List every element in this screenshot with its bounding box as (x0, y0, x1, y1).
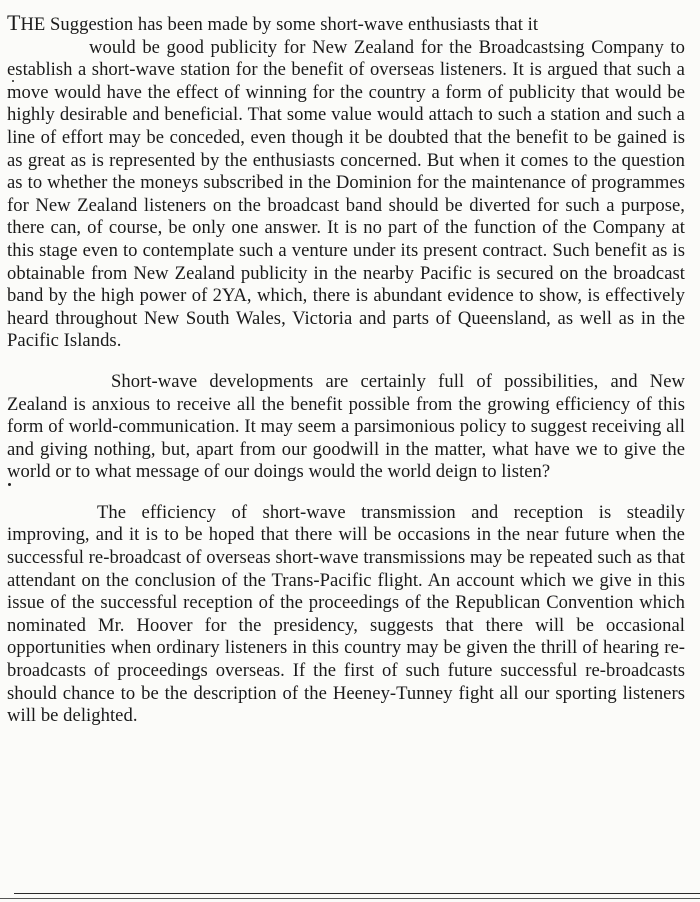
paragraph-2: Short-wave developments are certainly full of possibilities, and New Zealand is anxious to receive all the benefit possible from the growing efficiency of this form of world-communication. It may seem a parsimonious policy to suggest receiving all and giving nothing, but, apart from our goodwill in the matter, what have we to give the world or to what message of our doings would the world deign to listen? (7, 370, 685, 483)
paragraph-1-hang-indent (7, 37, 89, 58)
paragraph-3: The efficiency of short-wave transmission and reception is steadily improving, and it is to be hoped that there will be occasions in the near future when the successful re-broadcast of overseas short-wave transmissions may be repeated such as that attendant on the conclusion of the Trans-Pacific flight. An account which we give in this issue of the successful reception of the proceedings of the Republican Convention which nominated Mr. Hoover for the presidency, suggests that there will be occasional opportunities when ordinary listeners in this country may be given the thrill of hearing re-broadcasts of proceedings overseas. If the first of such future successful re-broadcasts should chance to be the description of the Heeney-Tunney fight all our sporting listeners will be delighted. (7, 501, 685, 727)
paragraph-1-lead: HE Suggestion has been made by some short-wave enthusiasts that it (20, 14, 539, 35)
column-divider-rule-thin (0, 898, 700, 899)
paragraph-1 (7, 12, 685, 353)
print-speck (12, 80, 14, 82)
column-divider-rule (14, 893, 700, 894)
print-speck (8, 483, 11, 486)
editorial-article (7, 12, 685, 728)
paragraph-1-body: would be good publicity for New Zealand for the Broadcastsing Company to establish a short-wave station for the benefit of overseas listeners. It is argued that such a move would have the effect of winning for the country a form of publicity that would be highly desirable and beneficial. That some value would attach to such a station and such a line of effort may be conceded, even though it be doubted that the benefit to be gained is as great as is represented by the enthusiasts concerned. But when it comes to the question as to whether the moneys subscribed in the Dominion for the maintenance of programmes for New Zealand listeners on the broadcast band should be diverted for such a purpose, there can, of course, be only one answer. It is no part of the function of the Company at this stage even to contemplate such a venture under its present contract. Such benefit as is obtainable from New Zealand publicity in the nearby Pacific is secured on the broadcast band by the high power of 2YA, which, there is abundant evidence to show, is effectively heard throughout New South Wales, Victoria and parts of Queensland, as well as in the Pacific Islands. (7, 36, 685, 352)
drop-cap: T (7, 10, 21, 35)
